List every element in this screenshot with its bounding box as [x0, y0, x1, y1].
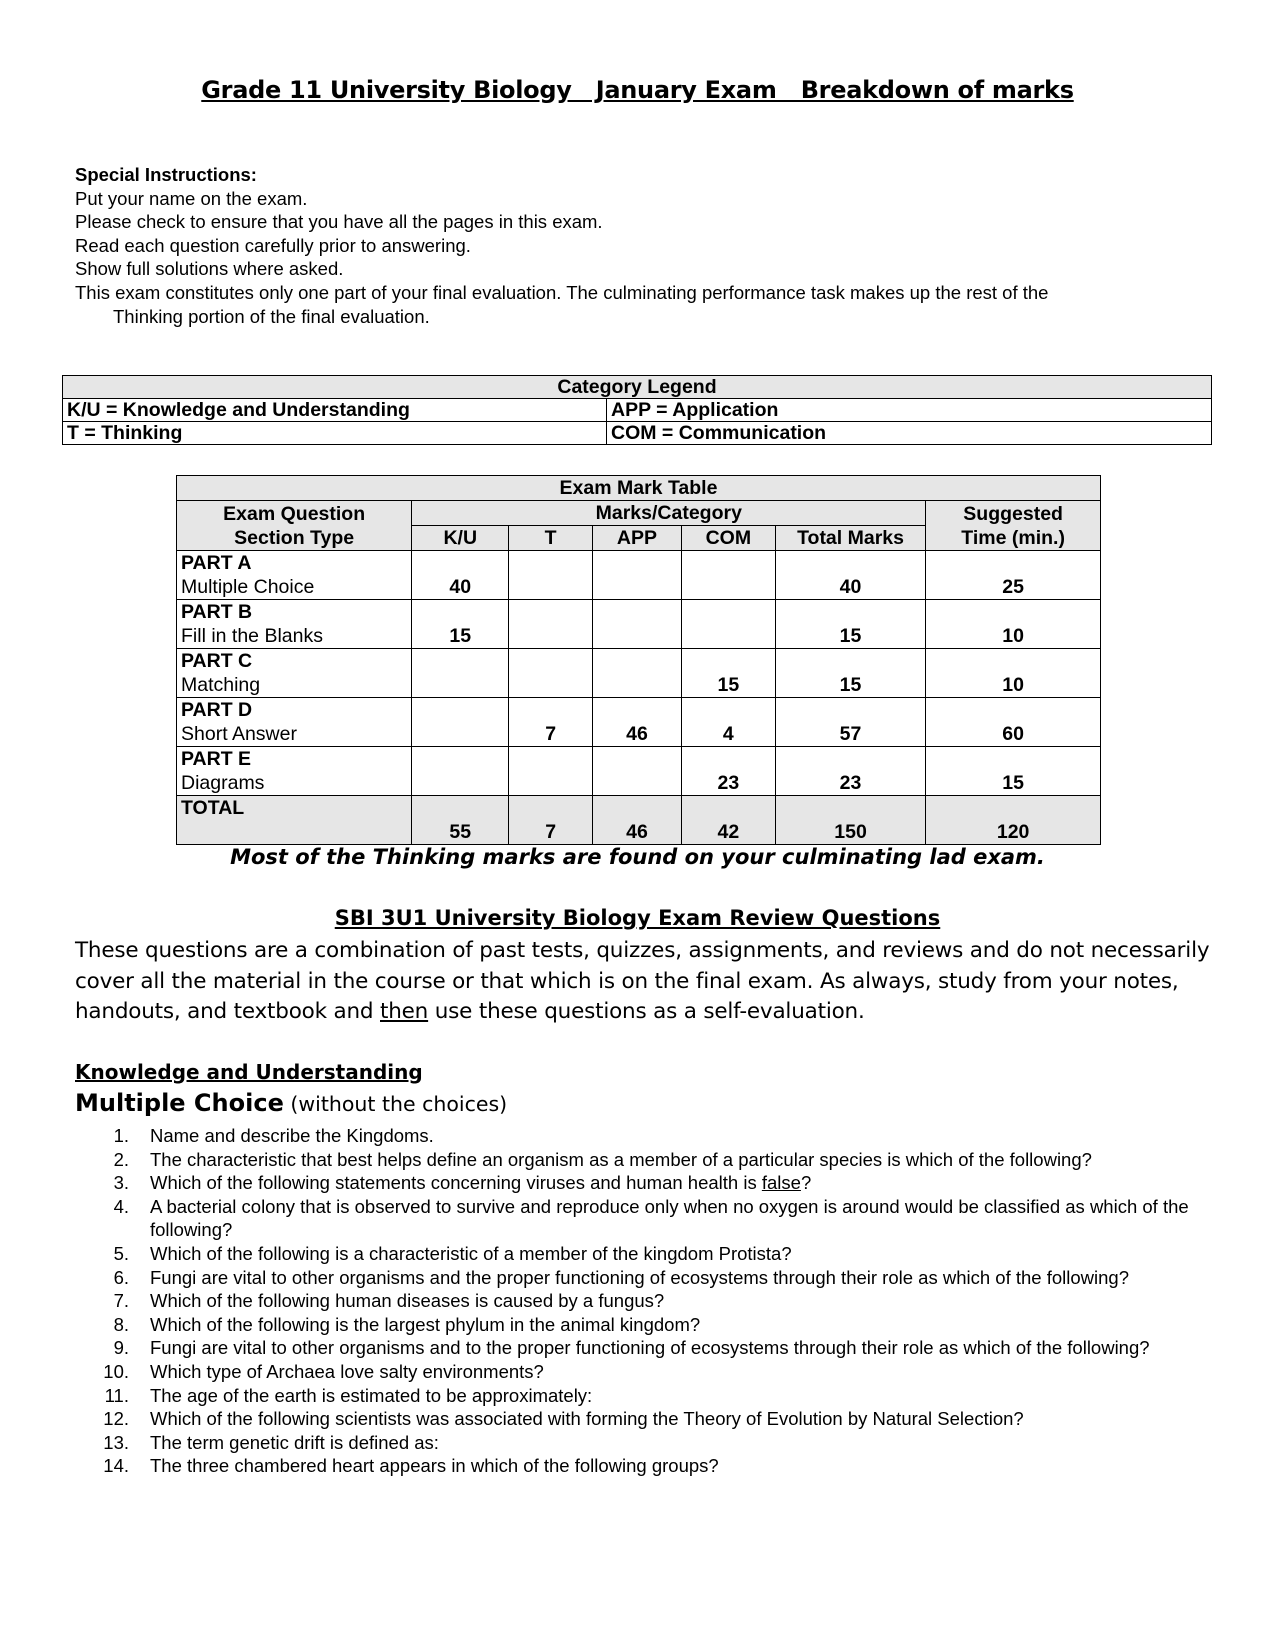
question-number: 2.	[113, 1148, 129, 1170]
section-heading-ku: Knowledge and Understanding	[75, 1060, 423, 1084]
header-total-marks: Total Marks	[775, 526, 925, 551]
question-number: 7.	[113, 1290, 129, 1312]
instruction-line: Put your name on the exam.	[75, 187, 308, 209]
cell-com: 23	[681, 747, 775, 796]
review-intro	[75, 936, 1215, 1028]
part-label: PART B	[181, 601, 253, 623]
document-title: Grade 11 University Biology January Exam Breakdown of marks	[201, 76, 1074, 104]
question-text: Which of the following scientists was associated with forming the Theory of Evolution by Natural Selection?	[150, 1408, 1024, 1430]
total-ku: 55	[412, 796, 509, 845]
question-number: 10.	[103, 1360, 129, 1382]
table-row	[177, 551, 1101, 600]
total-com: 42	[681, 796, 775, 845]
list-item	[75, 1360, 1205, 1384]
list-item	[75, 1148, 1205, 1172]
question-number: 5.	[113, 1242, 129, 1264]
instruction-line-continuation: Thinking portion of the final evaluation.	[113, 305, 430, 327]
part-label: PART C	[181, 650, 253, 672]
exam-mark-table	[176, 475, 1101, 845]
header-section-type	[177, 501, 412, 551]
header-app: APP	[593, 526, 682, 551]
mark-table-title: Exam Mark Table	[177, 476, 1101, 501]
cell-t	[509, 600, 593, 649]
section-cell	[177, 551, 412, 600]
multiple-choice-heading	[75, 1089, 507, 1117]
question-text: The characteristic that best helps define an organism as a member of a particular species is which of the following?	[150, 1148, 1092, 1170]
question-text: A bacterial colony that is observed to survive and reproduce only when no oxygen is around would be classified as which of the following?	[150, 1195, 1189, 1241]
review-text-part: These questions are a combination of past tests, quizzes, assignments, and reviews and do not necessarily cover all the material in the course or that which is on the final exam. As always, study from your notes, handouts, and textbook and	[75, 938, 1210, 1024]
section-cell	[177, 698, 412, 747]
cell-com: 15	[681, 649, 775, 698]
cell-total: 23	[775, 747, 925, 796]
question-number: 6.	[113, 1266, 129, 1288]
question-text: Name and describe the Kingdoms.	[150, 1125, 434, 1146]
cell-com	[681, 551, 775, 600]
section-type: Matching	[181, 674, 261, 696]
cell-t	[509, 747, 593, 796]
question-number: 4.	[113, 1195, 129, 1217]
question-number: 9.	[113, 1337, 129, 1359]
list-item	[75, 1454, 1205, 1478]
cell-time: 25	[926, 551, 1101, 600]
question-text: Fungi are vital to other organisms and the proper functioning of ecosystems through their role as which of the following?	[150, 1266, 1129, 1288]
category-legend-table	[62, 375, 1212, 445]
question-text: Which of the following human diseases is caused by a fungus?	[150, 1290, 665, 1312]
mc-heading-main: Multiple Choice	[75, 1089, 284, 1117]
cell-ku	[412, 747, 509, 796]
list-item	[75, 1384, 1205, 1408]
table-row	[177, 600, 1101, 649]
instructions-heading: Special Instructions:	[75, 164, 257, 185]
list-item	[75, 1266, 1205, 1290]
legend-app: APP = Application	[607, 399, 1212, 422]
cell-total: 40	[775, 551, 925, 600]
list-item	[75, 1289, 1205, 1313]
question-text: Fungi are vital to other organisms and to the proper functioning of ecosystems through their role as which of the following?	[150, 1337, 1150, 1359]
thinking-marks-note: Most of the Thinking marks are found on your culminating lad exam.	[230, 845, 1045, 869]
cell-t: 7	[509, 698, 593, 747]
question-text: Which of the following statements concerning viruses and human health is	[150, 1172, 762, 1194]
mc-heading-sub: (without the choices)	[283, 1092, 508, 1116]
cell-app	[593, 747, 682, 796]
question-text: The age of the earth is estimated to be approximately:	[150, 1384, 593, 1406]
header-section-type-line2: Section Type	[234, 526, 355, 549]
total-total: 150	[775, 796, 925, 845]
question-number: 1.	[113, 1125, 129, 1146]
cell-t	[509, 551, 593, 600]
cell-total: 57	[775, 698, 925, 747]
review-text-part: use these questions as a self-evaluation.	[428, 999, 865, 1024]
section-cell	[177, 747, 412, 796]
header-section-type-line1: Exam Question	[223, 502, 366, 525]
list-item	[75, 1407, 1205, 1431]
part-label: PART A	[181, 552, 252, 574]
question-text: Which of the following is the largest phylum in the animal kingdom?	[150, 1313, 701, 1335]
total-label: TOTAL	[181, 797, 245, 819]
header-marks-category: Marks/Category	[412, 501, 926, 526]
question-text: The three chambered heart appears in which of the following groups?	[150, 1455, 719, 1477]
list-item	[75, 1171, 1205, 1195]
header-com: COM	[681, 526, 775, 551]
cell-ku	[412, 649, 509, 698]
cell-com: 4	[681, 698, 775, 747]
legend-ku: K/U = Knowledge and Understanding	[63, 399, 607, 422]
header-t: T	[509, 526, 593, 551]
header-ku: K/U	[412, 526, 509, 551]
cell-com	[681, 600, 775, 649]
section-cell	[177, 600, 412, 649]
legend-title: Category Legend	[63, 376, 1212, 399]
cell-time: 10	[926, 649, 1101, 698]
list-item	[75, 1313, 1205, 1337]
cell-total: 15	[775, 600, 925, 649]
table-row	[177, 698, 1101, 747]
total-t: 7	[509, 796, 593, 845]
header-suggested-line2: Time (min.)	[961, 526, 1065, 549]
cell-app	[593, 551, 682, 600]
cell-time: 60	[926, 698, 1101, 747]
cell-app: 46	[593, 698, 682, 747]
cell-time: 15	[926, 747, 1101, 796]
cell-ku: 15	[412, 600, 509, 649]
part-label: PART E	[181, 748, 252, 770]
instruction-line: Please check to ensure that you have all the pages in this exam.	[75, 211, 603, 233]
section-cell	[177, 649, 412, 698]
list-item	[75, 1336, 1205, 1360]
cell-app	[593, 600, 682, 649]
header-suggested-time	[926, 501, 1101, 551]
question-number: 13.	[103, 1431, 129, 1453]
cell-ku: 40	[412, 551, 509, 600]
cell-app	[593, 649, 682, 698]
section-type: Diagrams	[181, 772, 265, 794]
review-title: SBI 3U1 University Biology Exam Review Questions	[334, 906, 941, 930]
section-type: Short Answer	[181, 723, 297, 745]
cell-t	[509, 649, 593, 698]
header-suggested-line1: Suggested	[963, 502, 1063, 525]
question-text: Which type of Archaea love salty environments?	[150, 1360, 544, 1382]
cell-total: 15	[775, 649, 925, 698]
cell-time: 10	[926, 600, 1101, 649]
total-app: 46	[593, 796, 682, 845]
question-number: 12.	[103, 1408, 129, 1430]
question-text-end: ?	[800, 1172, 812, 1194]
instruction-line: Show full solutions where asked.	[75, 258, 344, 280]
question-text: Which of the following is a characteristic of a member of the kingdom Protista?	[150, 1242, 792, 1264]
total-label-cell	[177, 796, 412, 845]
legend-com: COM = Communication	[607, 422, 1212, 445]
cell-ku	[412, 698, 509, 747]
part-label: PART D	[181, 699, 253, 721]
special-instructions	[75, 163, 1195, 328]
table-row	[177, 649, 1101, 698]
question-text: The term genetic drift is defined as:	[150, 1431, 439, 1453]
total-time: 120	[926, 796, 1101, 845]
question-list	[75, 1124, 1205, 1478]
table-row-total	[177, 796, 1101, 845]
table-row	[177, 747, 1101, 796]
instruction-line: This exam constitutes only one part of your final evaluation. The culminating performance task makes up the rest of the	[75, 281, 1049, 303]
list-item	[75, 1195, 1205, 1242]
instruction-line: Read each question carefully prior to answering.	[75, 234, 471, 256]
question-number: 3.	[113, 1172, 129, 1194]
review-text-emphasis: then	[380, 999, 429, 1024]
question-number: 11.	[104, 1384, 129, 1406]
question-number: 14.	[103, 1455, 129, 1477]
list-item	[75, 1431, 1205, 1455]
question-emphasis: false	[761, 1172, 801, 1194]
legend-t: T = Thinking	[63, 422, 607, 445]
question-number: 8.	[113, 1313, 129, 1335]
section-type: Fill in the Blanks	[181, 625, 323, 647]
list-item	[75, 1124, 1205, 1148]
section-type: Multiple Choice	[181, 576, 315, 598]
list-item	[75, 1242, 1205, 1266]
